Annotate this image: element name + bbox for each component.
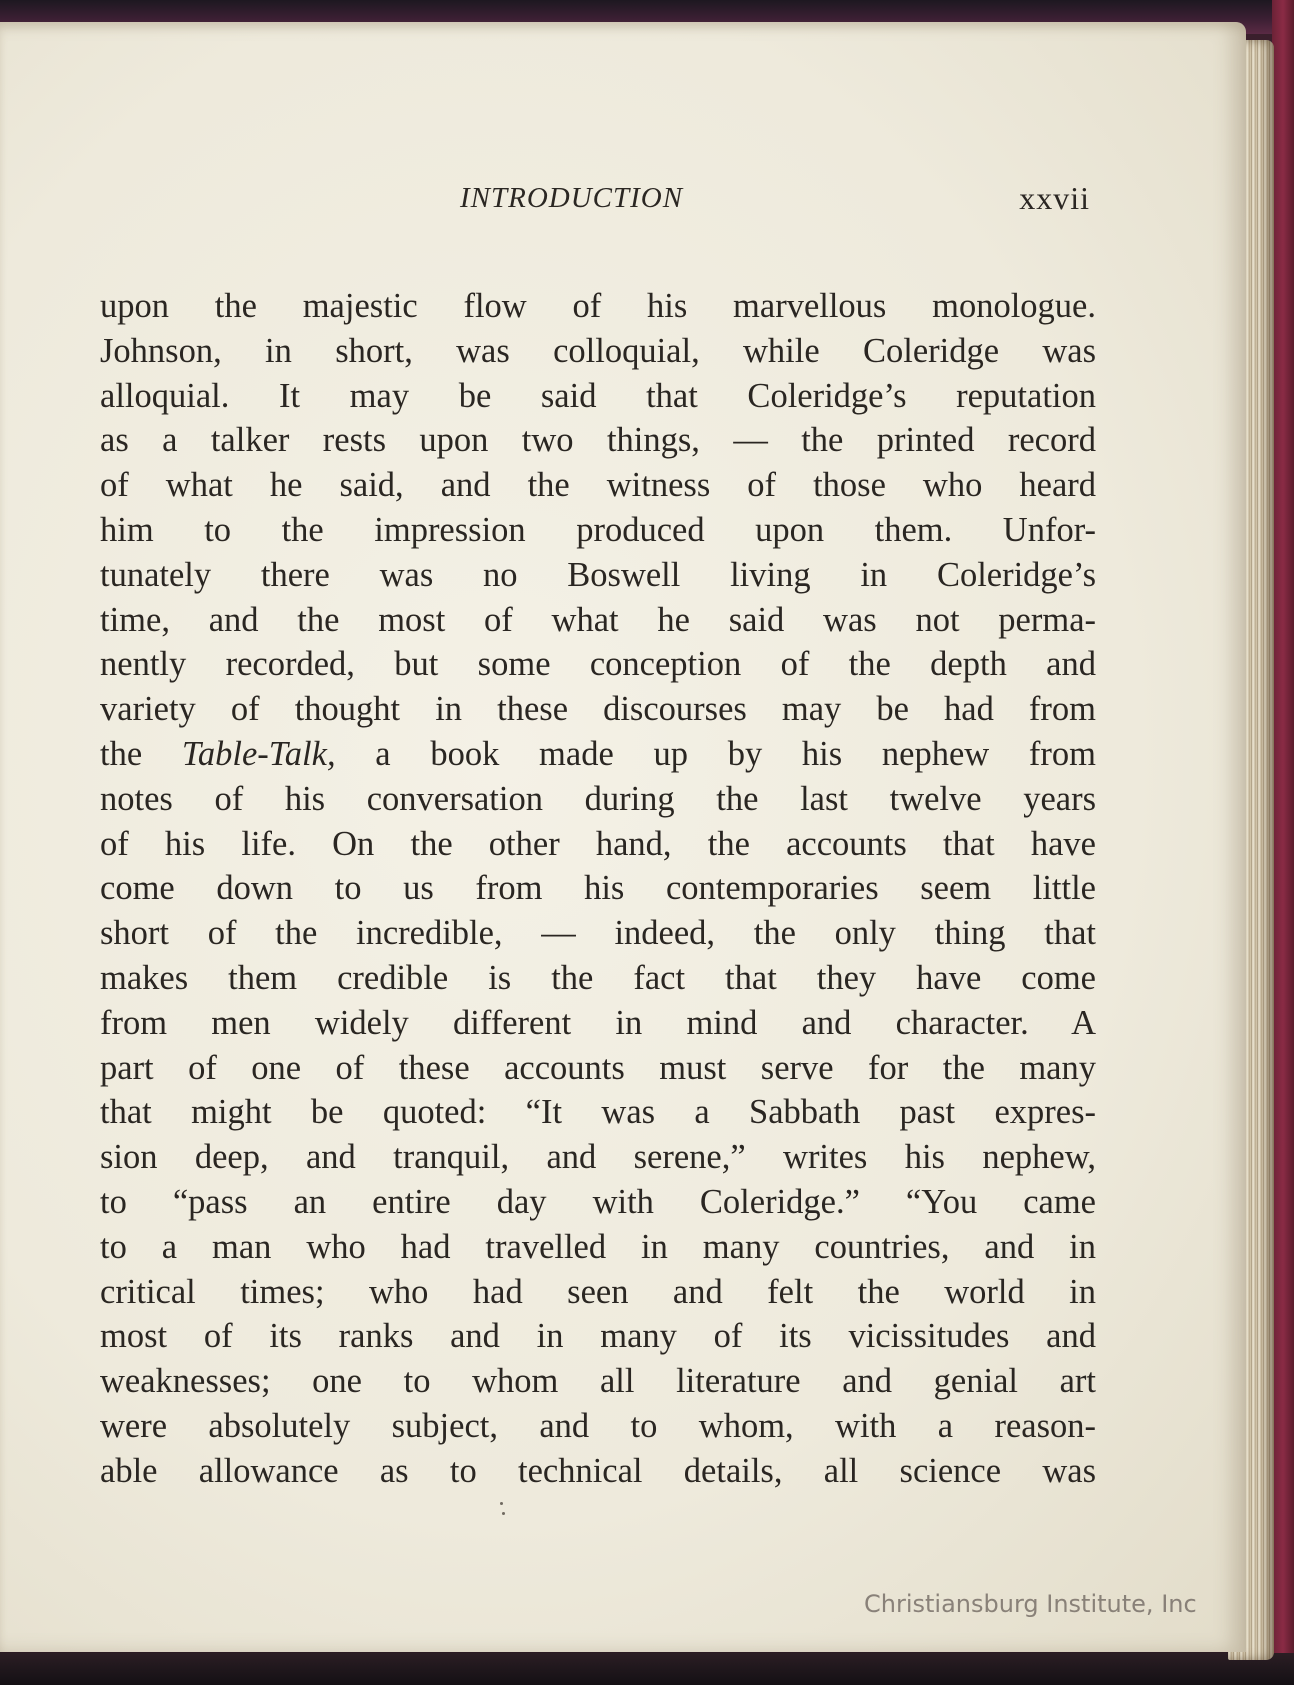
watermark-text: Christiansburg Institute, Inc <box>864 1590 1197 1618</box>
text-line: time, and the most of what he said was not perma- <box>100 600 1096 639</box>
text-line: makes them credible is the fact that they have come <box>100 958 1096 997</box>
text-line: sion deep, and tranquil, and serene,” writes his nephew, <box>100 1138 1096 1177</box>
text-line: to a man who had travelled in many countries, and in <box>100 1227 1096 1266</box>
book-cover-bottom <box>0 1653 1294 1685</box>
text-line: were absolutely subject, and to whom, with a reason- <box>100 1406 1096 1445</box>
text-line: variety of thought in these discourses may be had from <box>100 690 1096 729</box>
text-line: from men widely different in mind and character. A <box>100 1003 1096 1042</box>
text-line: that might be quoted: “It was a Sabbath past expres- <box>100 1093 1096 1132</box>
text-line: Johnson, in short, was colloquial, while Coleridge was <box>100 331 1096 370</box>
text-line: him to the impression produced upon them. Unfor- <box>100 510 1096 549</box>
text-line: short of the incredible, — indeed, the only thing that <box>100 914 1096 953</box>
text-line: of what he said, and the witness of those who heard <box>100 466 1096 505</box>
text-segment: a book made up by his nephew from <box>335 734 1096 773</box>
text-line: critical times; who had seen and felt the world in <box>100 1272 1096 1311</box>
text-line: as a talker rests upon two things, — the printed record <box>100 421 1096 460</box>
text-line: most of its ranks and in many of its vicissitudes and <box>100 1317 1096 1356</box>
body-text <box>100 284 1096 1494</box>
book-cover-right <box>1272 0 1294 1685</box>
text-line: tunately there was no Boswell living in Coleridge’s <box>100 555 1096 594</box>
running-title: INTRODUCTION <box>460 182 684 214</box>
paper-speck <box>500 1502 503 1505</box>
paper-speck <box>502 1512 505 1515</box>
book-page <box>0 22 1246 1652</box>
running-head <box>100 182 1090 222</box>
text-line: of his life. On the other hand, the accounts that have <box>100 824 1096 863</box>
text-line: part of one of these accounts must serve for the many <box>100 1048 1096 1087</box>
text-segment: the <box>100 734 182 773</box>
text-line: upon the majestic flow of his marvellous monologue. <box>100 287 1096 325</box>
book-title-italic: Table-Talk, <box>181 734 336 773</box>
text-line-table-talk <box>100 732 1096 777</box>
text-line: nently recorded, but some conception of the depth and <box>100 645 1096 684</box>
page-number: xxvii <box>1019 180 1090 216</box>
text-line: notes of his conversation during the last twelve years <box>100 779 1096 818</box>
text-line: able allowance as to technical details, all science was <box>100 1451 1096 1490</box>
text-line: come down to us from his contemporaries seem little <box>100 869 1096 908</box>
text-line: to “pass an entire day with Coleridge.” “You came <box>100 1182 1096 1221</box>
text-line: alloquial. It may be said that Coleridge’s reputation <box>100 376 1096 415</box>
text-line: weaknesses; one to whom all literature and genial art <box>100 1362 1096 1401</box>
